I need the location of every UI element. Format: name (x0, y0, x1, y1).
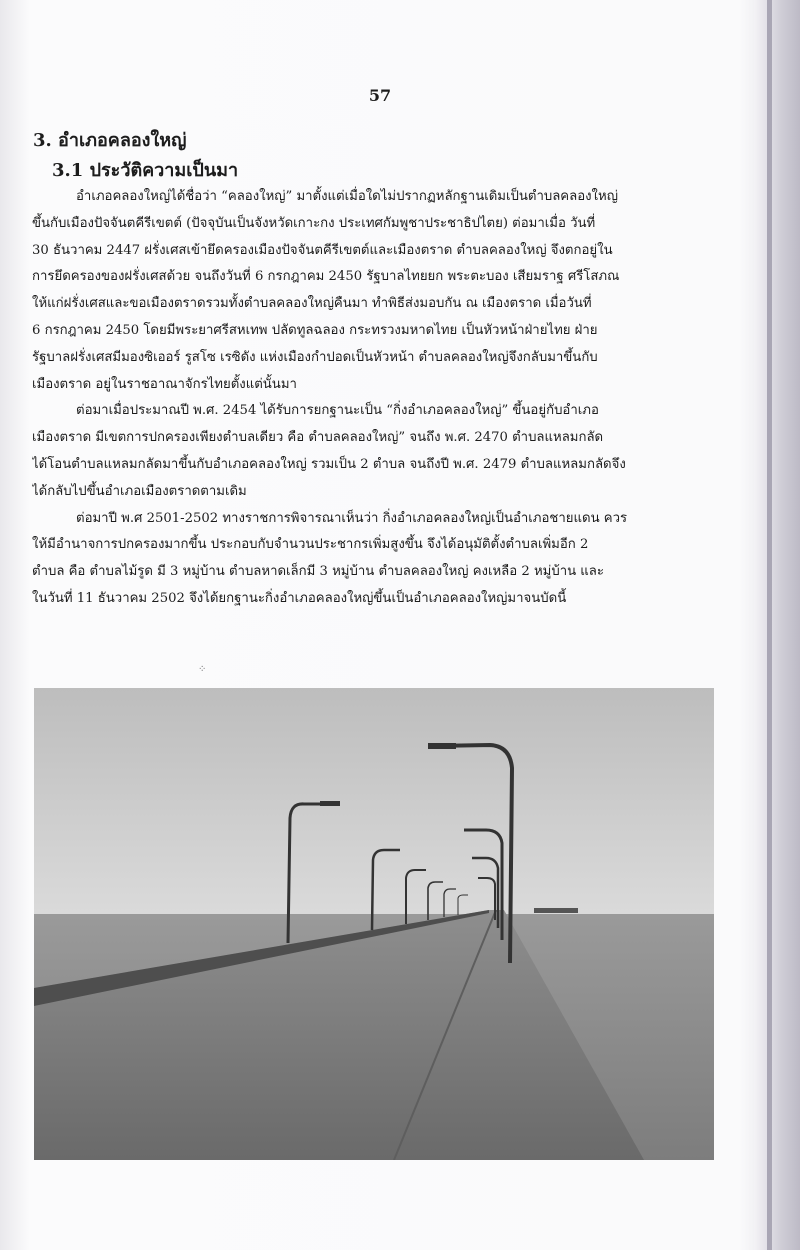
subsection-heading: 3.1 ประวัติความเป็นมา (52, 160, 239, 181)
text-line: ได้กลับไปขึ้นอำเภอเมืองตราดตามเดิม (32, 483, 247, 499)
text-line: การยึดครองของฝรั่งเศสด้วย จนถึงวันที่ 6 กรกฎาคม 2450 รัฐบาลไทยยก พระตะบอง เสียมราฐ ศรีโสภณ (32, 269, 620, 285)
print-speck: ⁘ (198, 664, 207, 675)
section-heading: 3. อำเภอคลองใหญ่ (33, 130, 187, 151)
text-line: ให้มีอำนาจการปกครองมากขึ้น ประกอบกับจำนวนประชากรเพิ่มสูงขึ้น จึงได้อนุมัติตั้งตำบลเพิ่มอีก 2 (32, 537, 589, 553)
page-number: 57 (368, 86, 392, 105)
paragraph-1 (32, 184, 744, 398)
page-edge (754, 0, 800, 1250)
text-line: ได้โอนตำบลแหลมกลัดมาขึ้นกับอำเภอคลองใหญ่ รวมเป็น 2 ตำบล จนถึงปี พ.ศ. 2479 ตำบลแหลมกลัดจึง (32, 456, 626, 472)
text-line: รัฐบาลฝรั่งเศสมีมองซิเออร์ รูสโซ เรซิดัง แห่งเมืองกำปอดเป็นหัวหน้า ตำบลคลองใหญ่จึงกลับมาขึ้นกับ (32, 349, 598, 365)
text-line: ในวันที่ 11 ธันวาคม 2502 จึงได้ยกฐานะกิ่งอำเภอคลองใหญ่ขึ้นเป็นอำเภอคลองใหญ่มาจนบัดนี้ (32, 590, 567, 606)
sky (34, 688, 714, 914)
text-line: เมืองตราด มีเขตการปกครองเพียงตำบลเดียว คือ ตำบลคลองใหญ่” จนถึง พ.ศ. 2470 ตำบลแหลมกลัด (32, 430, 604, 446)
text-line: ตำบล คือ ตำบลไม้รูด มี 3 หมู่บ้าน ตำบลหาดเล็กมี 3 หมู่บ้าน ตำบลคลองใหญ่ คงเหลือ 2 หมู่บ้าน และ (32, 564, 604, 580)
text-line: ต่อมาปี พ.ศ 2501-2502 ทางราชการพิจารณาเห็นว่า กิ่งอำเภอคลองใหญ่เป็นอำเภอชายแดน ควร (76, 510, 628, 526)
text-line: 30 ธันวาคม 2447 ฝรั่งเศสเข้ายึดครองเมืองปัจจันตคีรีเขตต์และเมืองตราด ตำบลคลองใหญ่ จึงตกอยู่ใน (32, 242, 613, 258)
page-edge-line (767, 0, 772, 1250)
paragraph-3 (32, 506, 744, 613)
paragraph-2 (32, 398, 744, 505)
pier-end (534, 908, 578, 913)
text-line: ให้แก่ฝรั่งเศสและขอเมืองตราดรวมทั้งตำบลคลองใหญ่คืนมา ทำพิธีส่งมอบกัน ณ เมืองตราด เมื่อวันที่ (32, 296, 592, 312)
text-line: ต่อมาเมื่อประมาณปี พ.ศ. 2454 ได้รับการยกฐานะเป็น “กิ่งอำเภอคลองใหญ่” ขึ้นอยู่กับอำเภอ (76, 403, 599, 419)
pier-photo-drawing (34, 688, 714, 1160)
text-line: อำเภอคลองใหญ่ได้ชื่อว่า “คลองใหญ่” มาตั้งแต่เมื่อใดไม่ปรากฏหลักฐานเดิมเป็นตำบลคลองใหญ่ (76, 189, 618, 204)
text-line: ขึ้นกับเมืองปัจจันตคีรีเขตต์ (ปัจจุบันเป็นจังหวัดเกาะกง ประเทศกัมพูชาประชาธิปไตย) ต่อมาเมื่อ วันที่ (32, 215, 596, 231)
body-text (32, 184, 744, 613)
pier-photo (34, 688, 714, 1160)
text-line: เมืองตราด อยู่ในราชอาณาจักรไทยตั้งแต่นั้นมา (32, 376, 297, 392)
text-line: 6 กรกฎาคม 2450 โดยมีพระยาศรีสหเทพ ปลัดทูลฉลอง กระทรวงมหาดไทย เป็นหัวหน้าฝ่ายไทย ฝ่าย (32, 322, 598, 338)
